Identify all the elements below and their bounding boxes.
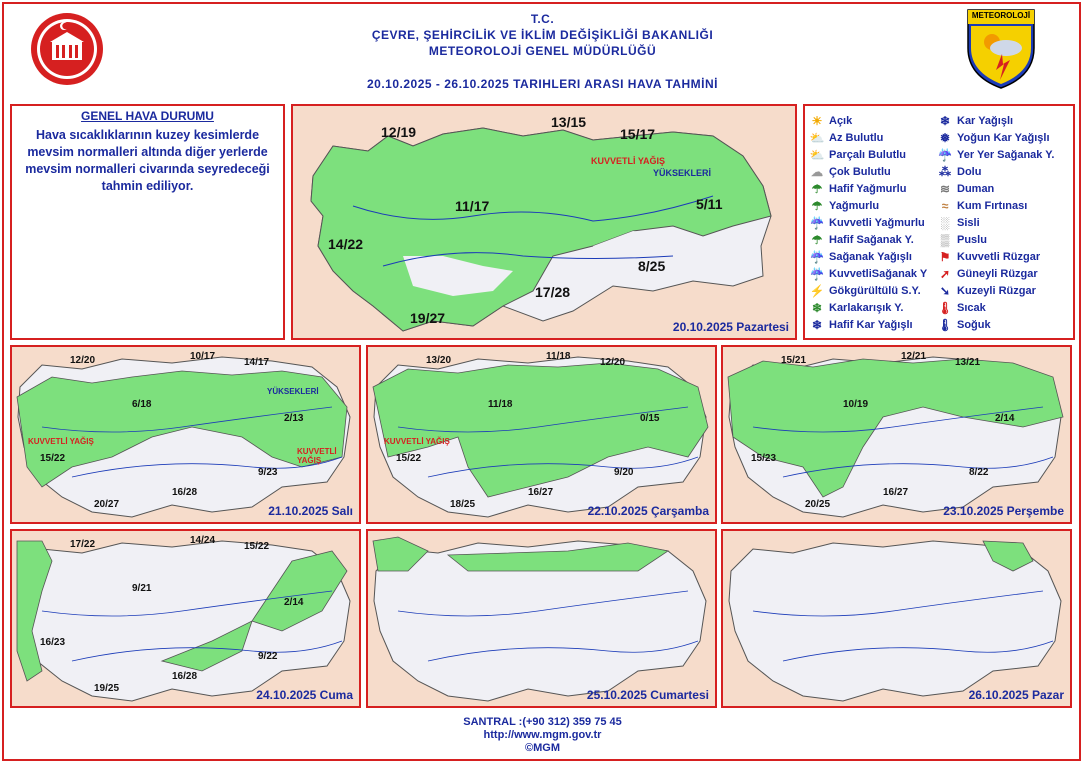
legend-item bbox=[937, 163, 1054, 180]
main-temp-4: 11/17 bbox=[455, 198, 490, 214]
day-forecast-panel bbox=[366, 529, 717, 708]
header-ministry: ÇEVRE, ŞEHİRCİLİK VE İKLİM DEĞİŞİKLİĞİ BAKANLIĞI bbox=[371, 28, 714, 42]
footer-copyright: ©MGM bbox=[525, 742, 560, 754]
day-temp-label: 14/17 bbox=[244, 357, 270, 368]
legend-label: Çok Bulutlu bbox=[829, 165, 891, 178]
legend-label: Yer Yer Sağanak Y. bbox=[957, 148, 1055, 161]
day-temp-label: 6/18 bbox=[132, 399, 152, 410]
day-temp-label: 10/17 bbox=[190, 351, 216, 362]
partly-sun-icon: ⛅ bbox=[809, 130, 825, 145]
day-date-label: 26.10.2025 Pazar bbox=[968, 688, 1064, 702]
legend-item bbox=[809, 265, 927, 282]
legend-item bbox=[809, 129, 927, 146]
legend-label: Güneyli Rüzgar bbox=[957, 267, 1038, 280]
legend-item bbox=[809, 112, 927, 129]
legend-item bbox=[809, 197, 927, 214]
day-temp-label: 16/23 bbox=[40, 637, 66, 648]
heavy-shower-icon: ☔ bbox=[809, 266, 825, 281]
legend-label: Soğuk bbox=[957, 318, 991, 331]
day-turkey-map bbox=[723, 531, 1070, 706]
legend-label: Kum Fırtınası bbox=[957, 199, 1028, 212]
day-temp-label: 16/28 bbox=[172, 671, 198, 682]
main-map-date: 20.10.2025 Pazartesi bbox=[672, 320, 789, 334]
legend-item bbox=[809, 231, 927, 248]
main-temp-3: 15/17 bbox=[620, 126, 656, 142]
legend-column-2 bbox=[937, 112, 1054, 333]
day-temp-label: 2/14 bbox=[284, 597, 304, 608]
day-date-label: 23.10.2025 Perşembe bbox=[943, 504, 1064, 518]
sandstorm-icon: ≈ bbox=[941, 198, 949, 213]
day-forecast-panel bbox=[721, 345, 1072, 524]
day-forecast-panel bbox=[366, 345, 717, 524]
hail-icon: ⁂ bbox=[939, 164, 951, 179]
light-shower-icon: ☂ bbox=[811, 232, 823, 247]
legend-label: Puslu bbox=[957, 233, 987, 246]
legend-item bbox=[937, 112, 1054, 129]
snow-icon: ❄ bbox=[939, 113, 951, 128]
legend-label: Hafif Yağmurlu bbox=[829, 182, 907, 195]
legend-label: Duman bbox=[957, 182, 995, 195]
day-date-label: 25.10.2025 Cumartesi bbox=[586, 688, 709, 702]
day-warning-label: YÜKSEKLERİ bbox=[267, 387, 319, 396]
day-warning-label: KUVVETLİ YAĞIŞ bbox=[297, 447, 337, 465]
legend-item bbox=[937, 265, 1054, 282]
hot-icon: 🌡 bbox=[937, 300, 953, 315]
legend-column-1 bbox=[809, 112, 927, 333]
day-temp-label: 2/14 bbox=[995, 413, 1015, 424]
legend-label: Kar Yağışlı bbox=[957, 114, 1014, 127]
legend-item bbox=[809, 146, 927, 163]
day-temp-label: 20/27 bbox=[94, 499, 120, 510]
day-temp-label: 9/20 bbox=[614, 467, 634, 478]
day-forecast-panel bbox=[721, 529, 1072, 708]
day-temp-label: 11/18 bbox=[488, 399, 513, 410]
day-temp-label: 9/23 bbox=[258, 467, 278, 478]
day-forecast-panel bbox=[10, 529, 361, 708]
header-tc: T.C. bbox=[530, 12, 555, 26]
main-temp-2: 13/15 bbox=[551, 114, 587, 130]
legend-label: Sağanak Yağışlı bbox=[829, 250, 912, 263]
day-date-label: 21.10.2025 Salı bbox=[268, 504, 353, 518]
legend-item bbox=[809, 180, 927, 197]
day-warning-label: KUVVETLİ YAĞIŞ bbox=[28, 437, 94, 446]
general-weather-box bbox=[10, 104, 285, 340]
day-temp-label: 16/27 bbox=[528, 487, 554, 498]
footer-phone: SANTRAL :(+90 312) 359 75 45 bbox=[463, 716, 622, 728]
day-date-label: 24.10.2025 Cuma bbox=[256, 688, 353, 702]
legend-item bbox=[937, 282, 1054, 299]
cold-icon: 🌡 bbox=[937, 317, 953, 332]
main-map-panel bbox=[291, 104, 797, 340]
day-temp-label: 14/24 bbox=[190, 535, 216, 546]
legend-label: Parçalı Bulutlu bbox=[829, 148, 907, 161]
day-date-label: 22.10.2025 Çarşamba bbox=[587, 504, 709, 518]
footer-url[interactable]: http://www.mgm.gov.tr bbox=[483, 729, 602, 741]
legend-item bbox=[937, 248, 1054, 265]
legend-label: Açık bbox=[829, 114, 853, 127]
day-temp-label: 16/28 bbox=[172, 487, 198, 498]
header-date-range: 20.10.2025 - 26.10.2025 TARIHLERI ARASI HAVA TAHMİNİ bbox=[367, 77, 718, 91]
legend-label: Hafif Sağanak Y. bbox=[829, 233, 914, 246]
smoke-icon: ≋ bbox=[939, 181, 951, 196]
main-temp-9: 19/27 bbox=[410, 310, 446, 326]
legend-label: Dolu bbox=[957, 165, 982, 178]
general-weather-title: GENEL HAVA DURUMU bbox=[81, 109, 214, 123]
partly-cloudy-icon: ⛅ bbox=[809, 147, 825, 162]
legend-label: Yağmurlu bbox=[829, 199, 880, 212]
day-temp-label: 18/25 bbox=[450, 499, 476, 510]
day-temp-label: 13/20 bbox=[426, 355, 452, 366]
sun-icon: ☀ bbox=[811, 113, 823, 128]
legend-label: Sıcak bbox=[957, 301, 986, 314]
cloudy-icon: ☁ bbox=[811, 164, 823, 179]
light-snow-icon: ❄ bbox=[811, 317, 823, 332]
day-temp-label: 8/22 bbox=[969, 467, 989, 478]
day-temp-label: 12/21 bbox=[901, 351, 927, 362]
day-temp-label: 10/19 bbox=[843, 399, 869, 410]
south-wind-icon: ➚ bbox=[939, 266, 951, 281]
legend-label: Kuvvetli Rüzgar bbox=[957, 250, 1041, 263]
general-weather-text: Hava sıcaklıklarının kuzey kesimlerde mevsim normalleri altında diğer yerlerde mevsim normalleri civarında seyredeceği tahmin ediliyor. bbox=[25, 128, 270, 193]
legend-item bbox=[809, 316, 927, 333]
day-temp-label: 12/20 bbox=[70, 355, 96, 366]
thunderstorm-icon: ⚡ bbox=[809, 283, 825, 298]
main-turkey-map bbox=[293, 106, 795, 338]
day-turkey-map bbox=[368, 531, 715, 706]
legend-item bbox=[809, 163, 927, 180]
legend-label: Kuvvetli Yağmurlu bbox=[829, 216, 925, 229]
day-temp-label: 15/23 bbox=[751, 453, 777, 464]
legend-label: Az Bulutlu bbox=[829, 131, 884, 144]
heavy-snow-icon: ❅ bbox=[939, 130, 951, 145]
main-temp-7: 8/25 bbox=[638, 258, 666, 274]
day-temp-label: 12/20 bbox=[600, 357, 626, 368]
legend-item bbox=[937, 146, 1054, 163]
legend-box bbox=[803, 104, 1075, 340]
shower-icon: ☔ bbox=[809, 249, 825, 264]
legend-item bbox=[937, 180, 1054, 197]
day-temp-label: 17/22 bbox=[70, 539, 96, 550]
legend-item bbox=[809, 299, 927, 316]
legend-item bbox=[809, 248, 927, 265]
legend-label: Sisli bbox=[957, 216, 980, 229]
day-temp-label: 9/22 bbox=[258, 651, 278, 662]
day-temp-label: 15/21 bbox=[781, 355, 807, 366]
heavy-rain-icon: ☔ bbox=[809, 215, 825, 230]
legend-label: Hafif Kar Yağışlı bbox=[829, 318, 913, 331]
day-temp-label: 11/18 bbox=[546, 351, 571, 362]
day-temp-label: 15/22 bbox=[40, 453, 66, 464]
haze-icon: ▒ bbox=[940, 232, 950, 247]
legend-item bbox=[809, 214, 927, 231]
legend-item bbox=[937, 214, 1054, 231]
legend-label: Karlakarışık Y. bbox=[829, 301, 904, 314]
legend-item bbox=[937, 299, 1054, 316]
main-temp-8: 17/28 bbox=[535, 284, 571, 300]
day-temp-label: 20/25 bbox=[805, 499, 831, 510]
legend-item bbox=[937, 129, 1054, 146]
legend-item bbox=[937, 316, 1054, 333]
rain-icon: ☂ bbox=[811, 198, 823, 213]
main-temp-1: 12/19 bbox=[381, 124, 417, 140]
day-temp-label: 2/13 bbox=[284, 413, 304, 424]
legend-item bbox=[937, 197, 1054, 214]
legend-label: Yoğun Kar Yağışlı bbox=[957, 131, 1050, 144]
main-warning-highlands: YÜKSEKLERİ bbox=[653, 168, 712, 178]
logo-text: METEOROLOJİ bbox=[971, 11, 1031, 20]
legend-item bbox=[937, 231, 1054, 248]
legend-label: KuvvetliSağanak Y bbox=[829, 267, 928, 280]
main-temp-6: 14/22 bbox=[328, 236, 364, 252]
fog-icon: ░ bbox=[940, 215, 950, 230]
legend-label: Gökgürültülü S.Y. bbox=[829, 284, 921, 297]
main-warning-heavy-rain: KUVVETLİ YAĞIŞ bbox=[591, 156, 666, 166]
header-directorate: METEOROLOJİ GENEL MÜDÜRLÜĞÜ bbox=[428, 44, 657, 58]
main-temp-5: 5/11 bbox=[696, 196, 723, 212]
day-temp-label: 15/22 bbox=[244, 541, 270, 552]
strong-wind-icon: ⚑ bbox=[939, 249, 951, 264]
sleet-icon: ❄ bbox=[811, 300, 823, 315]
day-temp-label: 19/25 bbox=[94, 683, 120, 694]
legend-item bbox=[809, 282, 927, 299]
day-temp-label: 13/21 bbox=[955, 357, 981, 368]
day-forecast-panel bbox=[10, 345, 361, 524]
day-temp-label: 9/21 bbox=[132, 583, 152, 594]
local-shower-icon: ☔ bbox=[937, 147, 953, 162]
day-warning-label: KUVVETLİ YAĞIŞ bbox=[384, 437, 450, 446]
day-temp-label: 16/27 bbox=[883, 487, 909, 498]
light-rain-icon: ☂ bbox=[811, 181, 823, 196]
day-temp-label: 0/15 bbox=[640, 413, 660, 424]
north-wind-icon: ➘ bbox=[939, 283, 951, 298]
day-temp-label: 15/22 bbox=[396, 453, 422, 464]
legend-label: Kuzeyli Rüzgar bbox=[957, 284, 1036, 297]
